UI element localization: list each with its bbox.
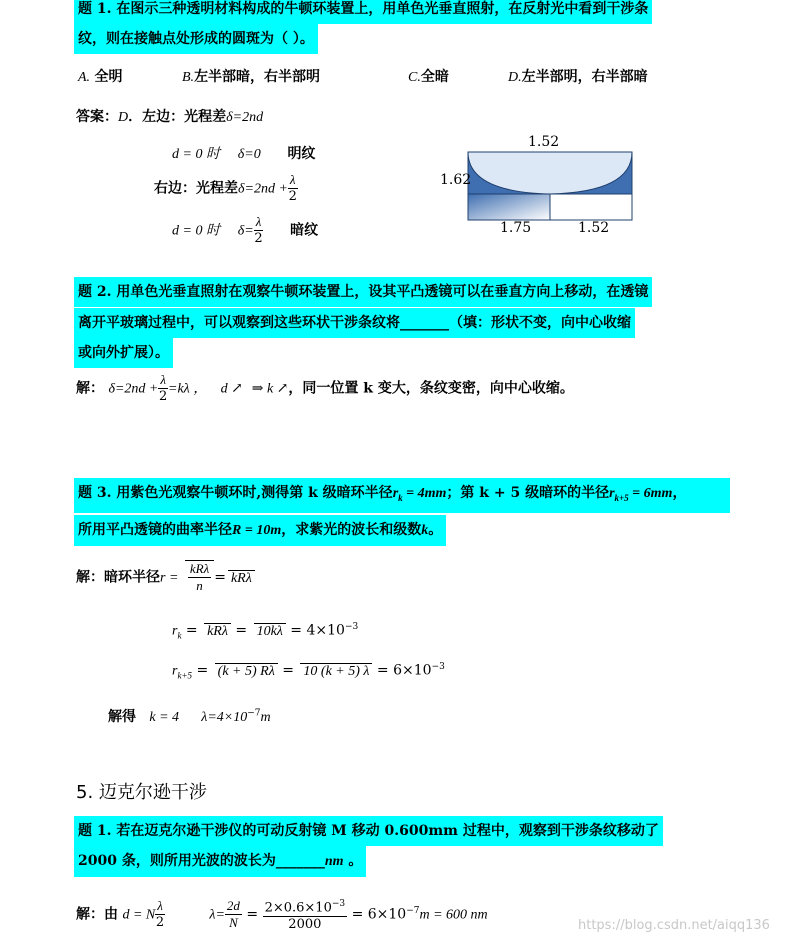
q2-d-up: d ↗ (220, 381, 243, 397)
q1-prompt-line1: 题 1. 在图示三种透明材料构成的牛顿环装置上，用单色光垂直照射，在反射光中看到干涉条 (74, 0, 652, 24)
lambda-over-2: $\frac{\lambda}{2}$ (288, 172, 297, 204)
sqrt-kRl: kRλ (228, 570, 255, 587)
option-b-text: 左半部暗，右半部明 (194, 69, 321, 85)
q2-sol-formula-pre: δ=2nd + (108, 381, 159, 397)
s5-q1-prompt-line2: 2000 条，则所用光波的波长为_______nm 。 (74, 846, 366, 877)
q1-option-b (182, 66, 320, 86)
left-formula: δ=2nd (226, 110, 264, 125)
figure-left-label: 1.62 (440, 172, 472, 188)
watermark-url: https://blog.csdn.net/aiqq136 (578, 918, 770, 933)
option-a-letter: A. (78, 70, 91, 85)
option-b-letter: B. (182, 70, 195, 85)
q1-option-c (408, 66, 449, 86)
sqrt-fraction: $\frac{\text{kRλ}}{n}$ (185, 560, 214, 594)
q2-arrow-k: ⇒ k ↗ (251, 381, 289, 397)
option-c-text: 全暗 (420, 69, 449, 85)
q1-right-formula (154, 172, 298, 205)
left-label: ．左边：光程差 (128, 109, 227, 125)
bright-label: 明纹 (287, 146, 316, 162)
answer-label: 答案： (76, 109, 118, 125)
q2-solution (76, 372, 574, 405)
q1-option-d (508, 66, 648, 86)
q2-sol-text: ，同一位置 k 变大，条纹变密，向中心收缩。 (288, 380, 574, 397)
figure-bottom-right-label: 1.52 (578, 220, 610, 236)
delta-zero: δ=0 (237, 147, 261, 162)
newton-ring-figure (438, 134, 638, 238)
q3-prompt-line1: 题 3. 用紫色光观察牛顿环时,测得第 k 级暗环半径$r_k = 4mm$；第 k + 5 级暗环的半径$r_{k+5} = 6mm$， (74, 478, 730, 513)
q2-prompt-line1: 题 2. 用单色光垂直照射在观察牛顿环装置上，设其平凸透镜可以在垂直方向上移动，在透镜 (74, 277, 652, 307)
q3-rk-equation: $r_k = kR\lambda = 10k\lambda = 4\times 10^{-3}$ (172, 622, 359, 641)
q2-sol-formula-post: =kλ ， (168, 381, 208, 397)
right-label: 右边：光程差 (154, 180, 238, 197)
option-a-text: 全明 (94, 69, 123, 85)
s5-q1-prompt-line1: 题 1. 若在迈克尔逊干涉仪的可动反射镜 M 移动 0.600mm 过程中，观察到干涉条纹移动了 (74, 816, 663, 846)
q1-left-condition (172, 143, 315, 163)
delta-eq: δ= (237, 223, 254, 239)
q2-prompt-line2: 离开平玻璃过程中，可以观察到这些环状干涉条纹将_______（填：形状不变，向中心收缩 (74, 308, 635, 338)
q3-rk5-equation: $r_{k+5} = (k + 5) R\lambda = 10$ (k + 5) $\lambda = 6\times 10^{-3}$ (172, 662, 445, 681)
q3-solution-radius: 解：暗环半径r = $\frac{\text{kRλ}}{n}$ = kRλ (76, 560, 255, 594)
s5-q1-solution: 解：由 d = N $\frac{\lambda}{2}$ λ= $\frac{2d}{N}$ = $\frac{2\times 0.6\times 10^{-3}}{2000}$ = $6\times 10^{-7}m = 600$ nm (76, 896, 488, 933)
option-c-letter: C. (408, 70, 421, 85)
q2-lambda-over-2: $\frac{\lambda}{2}$ (159, 372, 168, 404)
right-formula-pre: δ=2nd + (238, 181, 288, 197)
figure-bottom-left-label: 1.75 (500, 220, 532, 236)
lambda-over-2-b: $\frac{\lambda}{2}$ (254, 214, 263, 246)
q2-sol-label: 解： (76, 380, 104, 397)
q1-answer (76, 106, 263, 126)
figure-top-label: 1.52 (528, 134, 560, 150)
dark-label: 暗纹 (290, 222, 319, 239)
q2-prompt-line3: 或向外扩展）。 (74, 338, 173, 368)
option-d-letter: D. (508, 70, 522, 85)
q1-prompt-line2: 纹，则在接触点处形成的圆斑为（ ）。 (74, 24, 318, 54)
q3-prompt-line2: 所用平凸透镜的曲率半径R = 10m，求紫光的波长和级数k。 (74, 515, 446, 546)
q1-option-a (78, 66, 123, 86)
d0-condition-b: d = 0 时 (172, 223, 220, 239)
section-5-heading: 5. 迈克尔逊干涉 (76, 782, 207, 803)
q1-right-condition (172, 214, 318, 247)
q3-result: 解得 k = 4 $\lambda=4\times 10^{-7}m$ (108, 708, 271, 725)
answer-letter: D (118, 110, 129, 125)
option-d-text: 左半部明，右半部暗 (521, 69, 648, 85)
d0-condition-a: d = 0 时 (172, 147, 220, 162)
q3-sol-label: 解：暗环半径 (76, 569, 160, 586)
